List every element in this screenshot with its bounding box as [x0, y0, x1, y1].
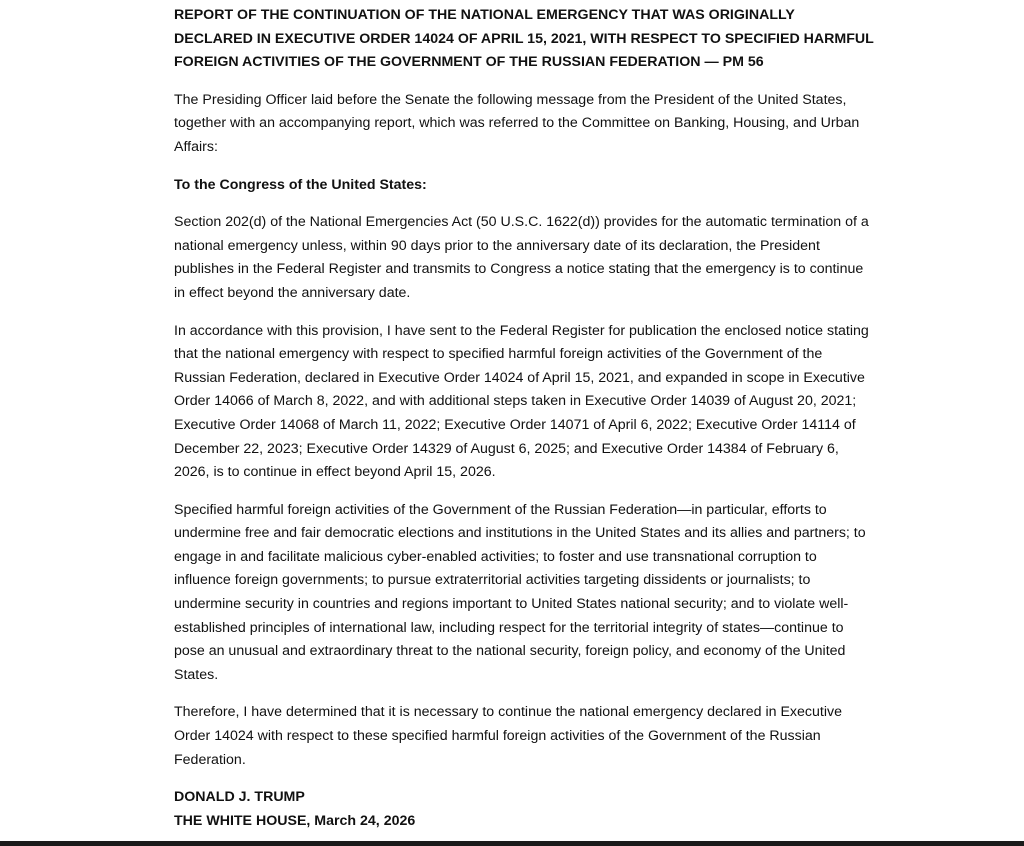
- body-paragraph: Therefore, I have determined that it is necessary to continue the national emergency declared in Executive Order 14024 with respect to these specified harmful foreign activities of the Government of the Russian Federation.: [174, 704, 842, 768]
- signature-block: [174, 786, 874, 833]
- document-title: REPORT OF THE CONTINUATION OF THE NATIONAL EMERGENCY THAT WAS ORIGINALLY DECLARED IN EXECUTIVE ORDER 14024 OF APRIL 15, 2021, WITH RESPECT TO SPECIFIED HARMFUL FOREIGN ACTIVITIES OF THE GOVERNMENT OF THE RUSSIAN FEDERATION — PM 56: [174, 7, 874, 71]
- body-paragraph: Specified harmful foreign activities of the Government of the Russian Federation—in particular, efforts to undermine free and fair democratic elections and institutions in the United States and its allies and partners; to engage in and facilitate malicious cyber-enabled activities; to foster and use transnational corruption to influence foreign governments; to pursue extraterritorial activities targeting dissidents or journalists; to undermine security in countries and regions important to United States national security; and to violate well-established principles of international law, including respect for the territorial integrity of states—continue to pose an unusual and extraordinary threat to the national security, foreign policy, and economy of the United States.: [174, 501, 866, 683]
- signature-place-date: THE WHITE HOUSE, March 24, 2026: [174, 812, 416, 829]
- body-paragraph: In accordance with this provision, I have sent to the Federal Register for publication the enclosed notice stating that the national emergency with respect to specified harmful foreign activities of the Government of the Russian Federation, declared in Executive Order 14024 of April 15, 2021, and expanded in scope in Executive Order 14066 of March 8, 2022, and with additional steps taken in Executive Order 14039 of August 20, 2021; Executive Order 14068 of March 11, 2022; Executive Order 14071 of April 6, 2022; Executive Order 14114 of December 22, 2023; Executive Order 14329 of August 6, 2025; and Executive Order 14384 of February 6, 2026, is to continue in effect beyond April 15, 2026.: [174, 322, 869, 481]
- bottom-border: [0, 841, 1024, 846]
- salutation: To the Congress of the United States:: [174, 176, 427, 193]
- body-paragraph: Section 202(d) of the National Emergencies Act (50 U.S.C. 1622(d)) provides for the automatic termination of a national emergency unless, within 90 days prior to the anniversary date of its declaration, the President publishes in the Federal Register and transmits to Congress a notice stating that the emergency is to continue in effect beyond the anniversary date.: [174, 214, 869, 301]
- signature-name: DONALD J. TRUMP: [174, 789, 305, 806]
- document-body: [174, 4, 874, 833]
- intro-paragraph: The Presiding Officer laid before the Senate the following message from the President of the United States, together with an accompanying report, which was referred to the Committee on Banking, Housing, and Urban Affairs:: [174, 91, 860, 155]
